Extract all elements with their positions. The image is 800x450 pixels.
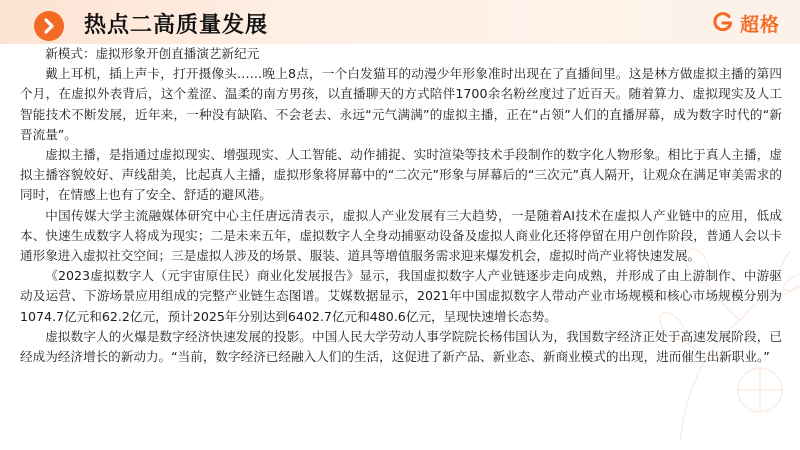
header-bar [0,0,800,44]
article-paragraph: 《2023虚拟数字人（元宇宙原住民）商业化发展报告》显示，我国虚拟数字人产业链逐步走向成熟，并形成了由上游制作、中游驱动及运营、下游场景应用组成的完整产业链生态图谱。艾媒数据显示，2021年中国虚拟数字人带动产业市场规模和核心市场规模分别为1074.7亿元和62.2亿元，预计2025年分别达到6402.7亿元和480.6亿元，呈现快速增长态势。 [20,268,782,324]
chevron-right-icon [34,11,64,41]
article-subtitle: 新模式：虚拟形象开创直播演艺新纪元 [45,46,260,61]
article-paragraph: 虚拟数字人的火爆是数字经济快速发展的投影。中国人民大学劳动人事学院院长杨伟国认为，我国数字经济正处于高速发展阶段，已经成为经济增长的新动力。“当前，数字经济已经融入人们的生活，这促进了新产品、新业态、新商业模式的出现，进而催生出新职业。” [20,328,782,365]
brand-logo-icon [712,11,734,37]
article-paragraph: 中国传媒大学主流融媒体研究中心主任唐远清表示，虚拟人产业发展有三大趋势，一是随着AI技术在虚拟人产业链中的应用，低成本、快速生成数字人将成为现实；二是未来五年，虚拟数字人全身动捕驱动设备及虚拟人商业化还将停留在用户创作阶段，普通人会以卡通形象进入虚拟社交空间；三是虚拟人涉及的场景、服装、道具等增值服务需求迎来爆发机会，虚拟时尚产业将快速发展。 [20,207,782,264]
article-paragraph: 戴上耳机，插上声卡，打开摄像头……晚上8点，一个白发猫耳的动漫少年形象准时出现在了直播间里。这是林方做虚拟主播的第四个月，在虚拟外表背后，这个羞涩、温柔的南方男孩，以直播聊天的方式陪伴1700余名粉丝度过了近百天。随着算力、虚拟现实及人工智能技术不断发展，近年来，一种没有缺陷、不会老去、永远“元气满满”的虚拟主播，正在“占领”人们的直播屏幕，成为数字时代的“新晋流量”。 [20,66,782,142]
page-title: 热点二高质量发展 [84,13,269,38]
brand-logo [712,10,780,37]
article-paragraph: 虚拟主播，是指通过虚拟现实、增强现实、人工智能、动作捕捉、实时渲染等技术手段制作的数字化人物形象。相比于真人主播，虚拟主播容貌姣好、声线甜美，比起真人主播，虚拟形象将屏幕中的“二次元”形象与屏幕后的“三次元”真人隔开，让观众在满足审美需求的同时，在情感上也有了安全、舒适的避风港。 [20,147,782,203]
brand-name: 超格 [739,14,780,36]
article-body [20,44,782,367]
